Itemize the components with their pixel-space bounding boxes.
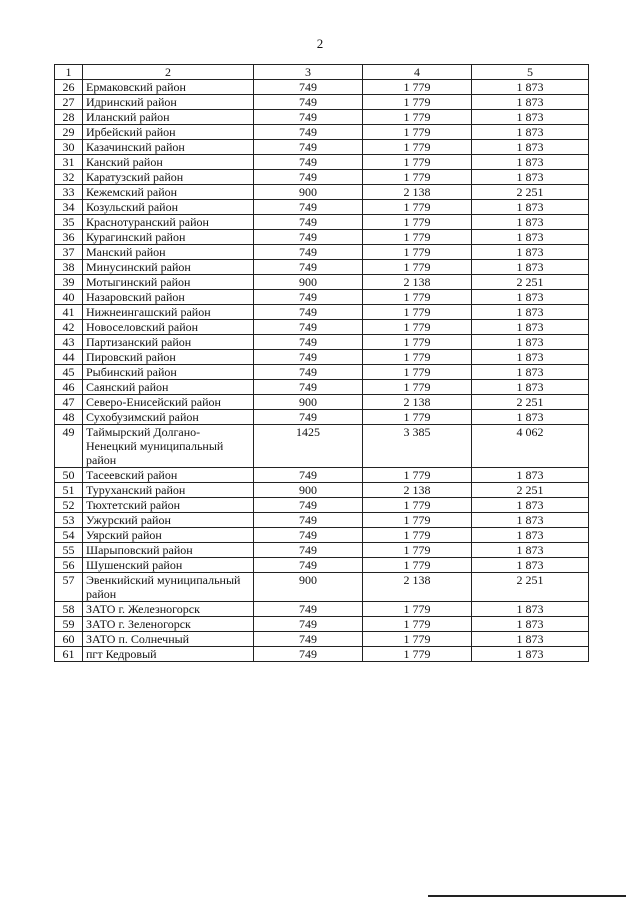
row-number: 52 [55,498,83,513]
value-col-5: 1 873 [472,468,589,483]
value-col-5: 2 251 [472,275,589,290]
value-col-5: 2 251 [472,483,589,498]
data-table [54,64,589,662]
value-col-3: 749 [254,320,363,335]
row-number: 35 [55,215,83,230]
district-name: Минусинский район [83,260,254,275]
value-col-4: 1 779 [363,380,472,395]
value-col-5: 2 251 [472,573,589,602]
table-row [55,498,589,513]
value-col-3: 749 [254,632,363,647]
row-number: 37 [55,245,83,260]
column-header: 5 [472,65,589,80]
value-col-5: 1 873 [472,230,589,245]
row-number: 31 [55,155,83,170]
district-name: Ермаковский район [83,80,254,95]
value-col-5: 1 873 [472,632,589,647]
district-name: Мотыгинский район [83,275,254,290]
value-col-3: 749 [254,380,363,395]
table-row [55,543,589,558]
district-name: Шарыповский район [83,543,254,558]
value-col-4: 1 779 [363,140,472,155]
value-col-5: 1 873 [472,155,589,170]
district-name: пгт Кедровый [83,647,254,662]
table-row [55,290,589,305]
table-row [55,320,589,335]
value-col-5: 2 251 [472,395,589,410]
district-name: Эвенкийский муниципальный район [83,573,254,602]
value-col-5: 1 873 [472,215,589,230]
value-col-3: 749 [254,95,363,110]
value-col-5: 1 873 [472,245,589,260]
value-col-4: 1 779 [363,498,472,513]
table-row [55,350,589,365]
district-name: Манский район [83,245,254,260]
district-name: Иланский район [83,110,254,125]
table-row [55,410,589,425]
table-row [55,483,589,498]
value-col-4: 1 779 [363,410,472,425]
value-col-3: 900 [254,483,363,498]
row-number: 33 [55,185,83,200]
value-col-5: 1 873 [472,528,589,543]
district-name: Пировский район [83,350,254,365]
value-col-3: 749 [254,80,363,95]
value-col-3: 749 [254,468,363,483]
value-col-3: 749 [254,365,363,380]
value-col-4: 1 779 [363,200,472,215]
value-col-5: 1 873 [472,558,589,573]
table-row [55,275,589,290]
district-name: Северо-Енисейский район [83,395,254,410]
value-col-4: 1 779 [363,558,472,573]
table-row [55,632,589,647]
row-number: 60 [55,632,83,647]
district-name: Назаровский район [83,290,254,305]
table-row [55,602,589,617]
row-number: 38 [55,260,83,275]
row-number: 61 [55,647,83,662]
district-name: Тасеевский район [83,468,254,483]
row-number: 42 [55,320,83,335]
value-col-4: 1 779 [363,647,472,662]
district-name: Туруханский район [83,483,254,498]
value-col-4: 1 779 [363,155,472,170]
district-name: Ужурский район [83,513,254,528]
value-col-4: 1 779 [363,365,472,380]
value-col-3: 749 [254,245,363,260]
value-col-4: 1 779 [363,215,472,230]
table-row [55,245,589,260]
value-col-4: 1 779 [363,305,472,320]
value-col-4: 1 779 [363,170,472,185]
table-header-row [55,65,589,80]
value-col-5: 1 873 [472,350,589,365]
district-name: Курагинский район [83,230,254,245]
value-col-3: 900 [254,185,363,200]
value-col-3: 900 [254,395,363,410]
value-col-3: 749 [254,155,363,170]
row-number: 28 [55,110,83,125]
table-body [55,80,589,662]
value-col-5: 1 873 [472,543,589,558]
district-name: Каратузский район [83,170,254,185]
district-name: Саянский район [83,380,254,395]
value-col-5: 1 873 [472,647,589,662]
value-col-4: 2 138 [363,275,472,290]
page-number: 2 [316,36,324,51]
district-name: Шушенский район [83,558,254,573]
value-col-3: 749 [254,110,363,125]
value-col-4: 1 779 [363,290,472,305]
row-number: 54 [55,528,83,543]
value-col-3: 749 [254,602,363,617]
table-row [55,380,589,395]
value-col-5: 1 873 [472,80,589,95]
table-row [55,185,589,200]
value-col-3: 749 [254,410,363,425]
row-number: 59 [55,617,83,632]
value-col-4: 1 779 [363,230,472,245]
value-col-4: 2 138 [363,185,472,200]
value-col-4: 2 138 [363,395,472,410]
row-number: 43 [55,335,83,350]
row-number: 48 [55,410,83,425]
value-col-4: 1 779 [363,513,472,528]
table-row [55,528,589,543]
value-col-3: 749 [254,647,363,662]
value-col-3: 749 [254,260,363,275]
value-col-5: 1 873 [472,170,589,185]
value-col-3: 900 [254,573,363,602]
table-row [55,617,589,632]
column-header: 2 [83,65,254,80]
table-row [55,140,589,155]
table-row [55,80,589,95]
value-col-5: 1 873 [472,95,589,110]
value-col-5: 2 251 [472,185,589,200]
value-col-3: 749 [254,290,363,305]
district-name: Казачинский район [83,140,254,155]
district-name: Уярский район [83,528,254,543]
value-col-4: 1 779 [363,617,472,632]
table-row [55,573,589,602]
value-col-3: 749 [254,125,363,140]
row-number: 27 [55,95,83,110]
district-name: Партизанский район [83,335,254,350]
value-col-3: 900 [254,275,363,290]
table-row [55,558,589,573]
value-col-4: 2 138 [363,573,472,602]
table-row [55,110,589,125]
value-col-4: 3 385 [363,425,472,468]
value-col-3: 749 [254,170,363,185]
value-col-5: 4 062 [472,425,589,468]
district-name: Ирбейский район [83,125,254,140]
district-name: Краснотуранский район [83,215,254,230]
bottom-rule [428,895,626,897]
value-col-4: 1 779 [363,125,472,140]
value-col-4: 1 779 [363,350,472,365]
value-col-5: 1 873 [472,380,589,395]
value-col-3: 1425 [254,425,363,468]
value-col-3: 749 [254,230,363,245]
value-col-5: 1 873 [472,140,589,155]
value-col-4: 1 779 [363,632,472,647]
value-col-3: 749 [254,200,363,215]
value-col-4: 1 779 [363,468,472,483]
value-col-3: 749 [254,140,363,155]
table-row [55,513,589,528]
district-name: Рыбинский район [83,365,254,380]
value-col-4: 1 779 [363,110,472,125]
value-col-4: 1 779 [363,260,472,275]
value-col-3: 749 [254,498,363,513]
row-number: 36 [55,230,83,245]
value-col-4: 1 779 [363,335,472,350]
value-col-3: 749 [254,528,363,543]
district-name: Тюхтетский район [83,498,254,513]
table-row [55,125,589,140]
row-number: 58 [55,602,83,617]
row-number: 41 [55,305,83,320]
column-header: 4 [363,65,472,80]
value-col-4: 1 779 [363,528,472,543]
value-col-5: 1 873 [472,305,589,320]
column-header: 1 [55,65,83,80]
value-col-3: 749 [254,543,363,558]
district-name: ЗАТО г. Зеленогорск [83,617,254,632]
value-col-3: 749 [254,335,363,350]
value-col-5: 1 873 [472,110,589,125]
row-number: 40 [55,290,83,305]
value-col-5: 1 873 [472,498,589,513]
value-col-4: 1 779 [363,602,472,617]
row-number: 29 [55,125,83,140]
table-row [55,170,589,185]
value-col-3: 749 [254,215,363,230]
table-row [55,335,589,350]
value-col-3: 749 [254,513,363,528]
value-col-5: 1 873 [472,410,589,425]
row-number: 26 [55,80,83,95]
district-name: Таймырский Долгано-Ненецкий муниципальный район [83,425,254,468]
value-col-3: 749 [254,350,363,365]
row-number: 56 [55,558,83,573]
value-col-5: 1 873 [472,365,589,380]
table-row [55,395,589,410]
value-col-5: 1 873 [472,335,589,350]
row-number: 47 [55,395,83,410]
value-col-3: 749 [254,558,363,573]
row-number: 53 [55,513,83,528]
table-row [55,468,589,483]
row-number: 55 [55,543,83,558]
district-name: ЗАТО г. Железногорск [83,602,254,617]
table-row [55,425,589,468]
table-row [55,365,589,380]
value-col-4: 1 779 [363,543,472,558]
district-name: Сухобузимский район [83,410,254,425]
value-col-4: 1 779 [363,95,472,110]
table-row [55,155,589,170]
value-col-5: 1 873 [472,602,589,617]
row-number: 50 [55,468,83,483]
table-row [55,200,589,215]
row-number: 39 [55,275,83,290]
value-col-4: 1 779 [363,245,472,260]
row-number: 32 [55,170,83,185]
value-col-3: 749 [254,617,363,632]
table-row [55,215,589,230]
value-col-4: 2 138 [363,483,472,498]
value-col-5: 1 873 [472,513,589,528]
value-col-5: 1 873 [472,617,589,632]
value-col-4: 1 779 [363,80,472,95]
value-col-3: 749 [254,305,363,320]
table-row [55,95,589,110]
column-header: 3 [254,65,363,80]
value-col-5: 1 873 [472,290,589,305]
row-number: 57 [55,573,83,602]
value-col-5: 1 873 [472,260,589,275]
table-row [55,230,589,245]
table-row [55,305,589,320]
value-col-4: 1 779 [363,320,472,335]
row-number: 46 [55,380,83,395]
district-name: Нижнеингашский район [83,305,254,320]
row-number: 44 [55,350,83,365]
district-name: Новоселовский район [83,320,254,335]
value-col-5: 1 873 [472,200,589,215]
district-name: Канский район [83,155,254,170]
row-number: 49 [55,425,83,468]
value-col-5: 1 873 [472,320,589,335]
value-col-5: 1 873 [472,125,589,140]
table-row [55,647,589,662]
district-name: Кежемский район [83,185,254,200]
row-number: 45 [55,365,83,380]
row-number: 51 [55,483,83,498]
district-name: Козульский район [83,200,254,215]
table-row [55,260,589,275]
district-name: ЗАТО п. Солнечный [83,632,254,647]
row-number: 34 [55,200,83,215]
district-name: Идринский район [83,95,254,110]
row-number: 30 [55,140,83,155]
